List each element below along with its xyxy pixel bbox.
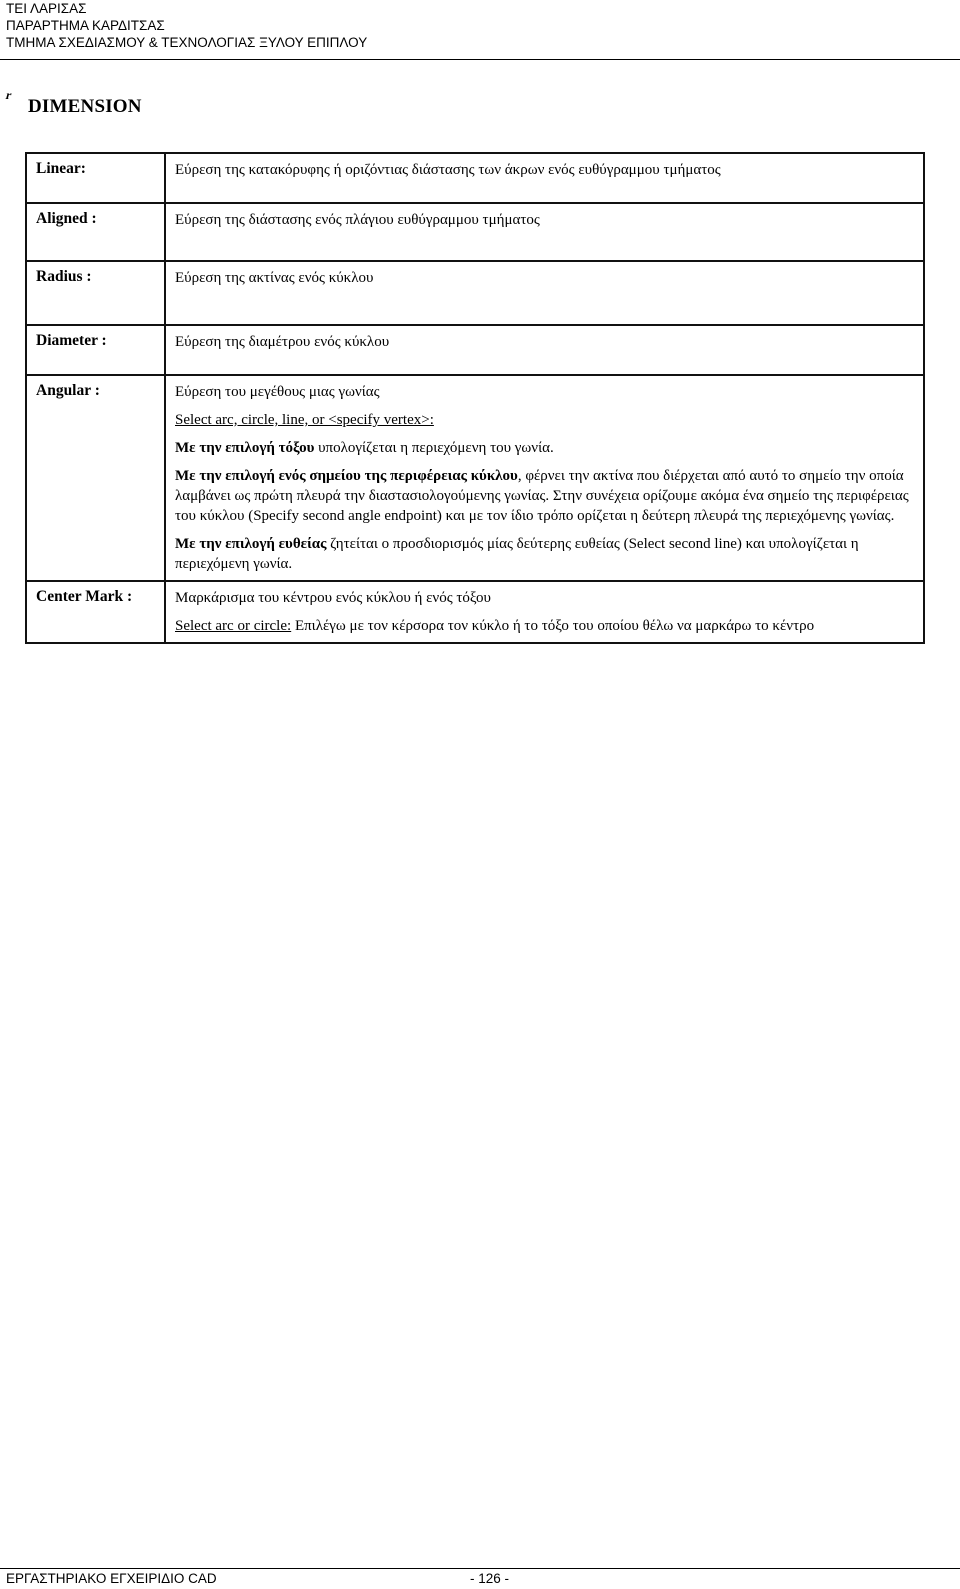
angular-circle-option [175,466,916,526]
page-header [6,0,367,51]
angular-prompt: Select arc, circle, line, or <specify vertex>: [175,412,434,428]
desc-angular [165,375,924,581]
footer-title: ΕΡΓΑΣΤΗΡΙΑΚΟ ΕΓΧΕΙΡΙΔΙΟ CAD [6,1571,217,1586]
angular-arc-option [175,438,916,458]
center-mark-text: Επιλέγω με τον κέρσορα τον κύκλο ή το τόξο του οποίου θέλω να μαρκάρω το κέντρο [291,618,815,634]
header-institution: ΤΕΙ ΛΑΡΙΣΑΣ [6,1,87,16]
term-diameter: Diameter : [26,325,165,375]
dimension-table [25,152,925,644]
table-row [26,325,924,375]
desc-diameter: Εύρεση της διαμέτρου ενός κύκλου [165,325,924,375]
term-radius: Radius : [26,261,165,325]
table-row [26,153,924,203]
term-linear: Linear: [26,153,165,203]
angular-line-text: ζητείται ο προσδιορισμός μίας δεύτερης ευθείας (Select second line) και υπολογίζεται η περιεχόμενη γωνία. [175,536,859,572]
center-mark-prompt-line [175,616,916,636]
dimension-title: DIMENSION [28,96,142,117]
angular-line-option [175,534,916,574]
header-department: ΤΜΗΜΑ ΣΧΕΔΙΑΣΜΟΥ & ΤΕΧΝΟΛΟΓΙΑΣ ΞΥΛΟΥ ΕΠΙΠΛΟΥ [6,35,368,50]
center-mark-prompt: Select arc or circle: [175,618,292,634]
header-branch: ΠΑΡΑΡΤΗΜΑ ΚΑΡΔΙΤΣΑΣ [6,18,165,33]
angular-circle-text: , φέρνει την ακτίνα που διέρχεται από αυτό το σημείο την οποία λαμβάνει ως πρώτη πλευρά την διαστασιολογούμενης γωνίας. Στην συνέχεια ορίζουμε ακόμα ένα σημείο της περιφέρειας του κύκλου (Specify second angle endpoint) και με τον ίδιο τρόπο ορίζεται η δεύτερη πλευρά της περιεχόμενης γωνίας. [175,468,909,524]
angular-arc-text: υπολογίζεται η περιεχόμενη του γωνία. [314,440,554,456]
desc-center-mark [165,581,924,643]
table-row [26,375,924,581]
corner-mark: r [4,88,14,102]
desc-linear: Εύρεση της κατακόρυφης ή οριζόντιας διάστασης των άκρων ενός ευθύγραμμου τμήματος [165,153,924,203]
page-number: - 126 - [470,1571,510,1586]
footer-divider [0,1568,960,1569]
center-mark-intro: Μαρκάρισμα του κέντρου ενός κύκλου ή ενός τόξου [175,590,491,606]
angular-intro: Εύρεση του μεγέθους μιας γωνίας [175,384,380,400]
desc-aligned: Εύρεση της διάστασης ενός πλάγιου ευθύγραμμου τμήματος [165,203,924,261]
table-row [26,203,924,261]
header-divider [0,59,960,60]
angular-line-bold: Με την επιλογή ευθείας [175,536,327,552]
scanned-figure [6,88,940,718]
table-row [26,581,924,643]
table-row [26,261,924,325]
term-center-mark: Center Mark : [26,581,165,643]
term-aligned: Aligned : [26,203,165,261]
angular-arc-bold: Με την επιλογή τόξου [175,440,315,456]
term-angular: Angular : [26,375,165,581]
angular-circle-bold: Με την επιλογή ενός σημείου της περιφέρειας κύκλου [175,468,518,484]
desc-radius: Εύρεση της ακτίνας ενός κύκλου [165,261,924,325]
